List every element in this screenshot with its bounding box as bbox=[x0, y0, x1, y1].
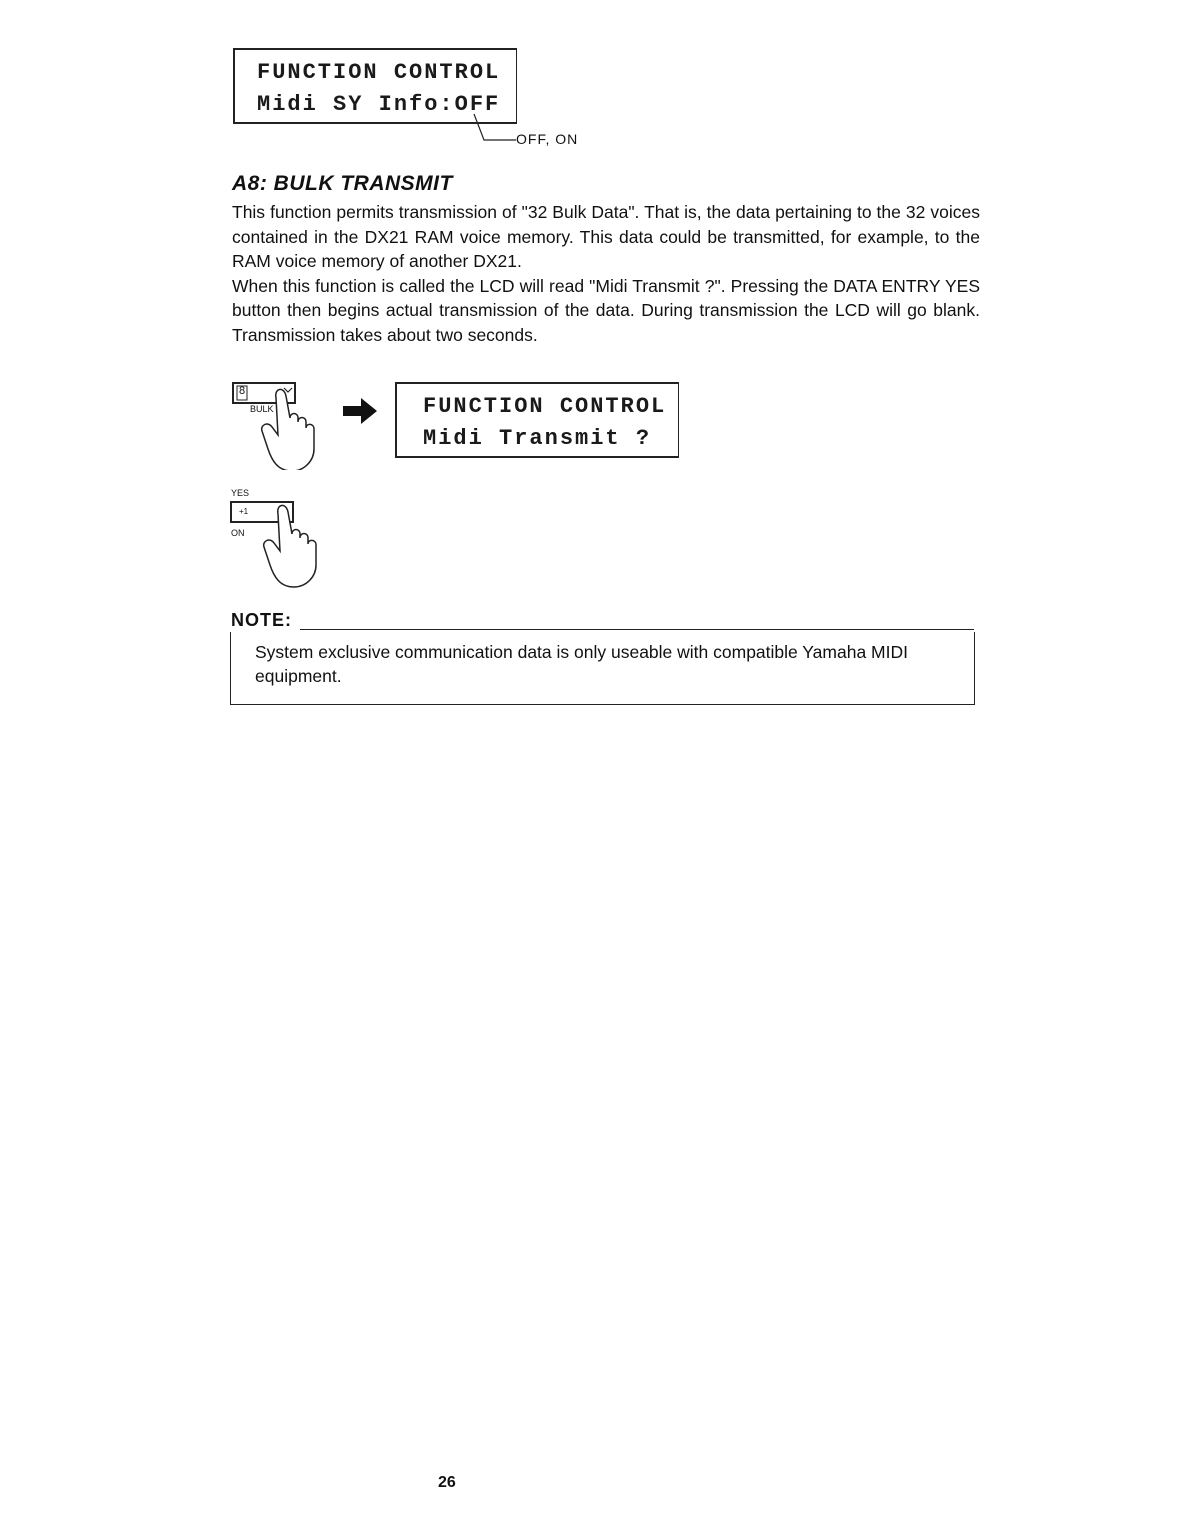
lcd-line-2: Midi Transmit ? bbox=[423, 426, 652, 451]
paragraph-2: When this function is called the LCD will read "Midi Transmit ?". Pressing the DATA ENTRY YES button then begins actual transmission of the data. During transmission the LCD will go blank. Transmission takes about two seconds. bbox=[232, 275, 980, 345]
callout-options: OFF, ON bbox=[516, 131, 579, 147]
right-arrow-icon bbox=[343, 396, 377, 426]
yes-label: YES bbox=[231, 488, 250, 498]
lcd-line-1: FUNCTION CONTROL bbox=[423, 394, 667, 419]
on-label: ON bbox=[231, 528, 245, 538]
callout-leader-line bbox=[470, 112, 520, 144]
bulk-button-number: 8 bbox=[239, 385, 246, 397]
section-body bbox=[232, 200, 980, 347]
lcd-display-transmit bbox=[395, 382, 679, 458]
note-box bbox=[230, 632, 975, 705]
note-label: NOTE: bbox=[231, 610, 292, 630]
page-number: 26 bbox=[438, 1474, 456, 1491]
note-text: System exclusive communication data is only useable with compatible Yamaha MIDI equipment. bbox=[255, 642, 908, 686]
bulk-button-figure bbox=[232, 380, 332, 470]
yes-button-mark: +1 bbox=[239, 507, 249, 516]
lcd-line-2: Midi SY Info:OFF bbox=[257, 92, 501, 117]
bulk-button-icon bbox=[232, 380, 332, 470]
section-heading: A8: BULK TRANSMIT bbox=[232, 172, 453, 195]
paragraph-1: This function permits transmission of "32 Bulk Data". That is, the data pertaining to the 32 voices contained in the DX21 RAM voice memory. This data could be transmitted, for example, to the RAM voice memory of another DX21. bbox=[232, 202, 980, 271]
note-rule bbox=[300, 629, 974, 630]
lcd-line-1: FUNCTION CONTROL bbox=[257, 60, 501, 85]
bulk-button-label: BULK bbox=[250, 404, 274, 414]
